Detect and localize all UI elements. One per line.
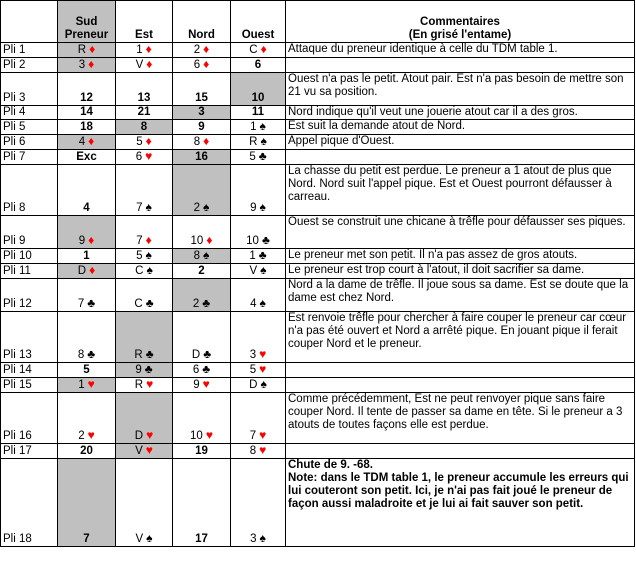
trick-label: Pli 4 <box>1 106 58 120</box>
heart-icon: ♥ <box>259 443 267 457</box>
header-commentaires <box>286 1 635 43</box>
card-value: 7 <box>249 430 257 442</box>
trick-label: Pli 18 <box>1 459 58 547</box>
card-value: 9 <box>198 121 205 133</box>
diamond-icon: ♦ <box>146 57 153 71</box>
trick-row <box>1 459 635 547</box>
card-value: 16 <box>195 151 208 163</box>
club-icon: ♣ <box>258 149 267 163</box>
card-nord <box>173 165 231 216</box>
card-value: 3 <box>249 349 257 361</box>
card-ouest <box>231 43 286 58</box>
trick-label: Pli 17 <box>1 444 58 459</box>
diamond-icon: ♦ <box>88 233 95 247</box>
card-nord <box>173 73 231 106</box>
card-value: 5 <box>249 151 256 163</box>
diamond-icon: ♦ <box>203 134 210 148</box>
spade-icon: ♠ <box>146 531 153 545</box>
card-value: D <box>249 379 258 391</box>
trick-row <box>1 249 635 264</box>
card-est <box>116 150 173 165</box>
card-sud <box>58 393 116 444</box>
trick-row <box>1 135 635 150</box>
card-value: 3 <box>250 533 257 545</box>
card-nord <box>173 393 231 444</box>
trick-comment <box>286 363 635 378</box>
trick-comment: Est suit la demande atout de Nord. <box>286 120 635 135</box>
card-est <box>116 363 173 378</box>
card-sud <box>58 58 116 73</box>
spade-icon: ♠ <box>259 296 266 310</box>
card-value: R <box>134 349 143 361</box>
card-value: 1 <box>83 250 90 262</box>
card-sud <box>58 216 116 249</box>
card-value: 14 <box>80 106 93 118</box>
card-est <box>116 312 173 363</box>
card-value: 15 <box>195 92 208 104</box>
club-icon: ♣ <box>87 296 96 310</box>
card-value: 18 <box>80 121 93 133</box>
club-icon: ♣ <box>202 296 211 310</box>
card-value: 6 <box>192 364 200 376</box>
card-value: V <box>135 533 144 545</box>
card-value: 3 <box>198 106 205 118</box>
trick-comment: Chute de 9. -68. Note: dans le TDM table 1, le preneur accumule les erreurs qui lui couteront son petit. Ici, je n'ai pas fait joué le preneur de façon aussi maladroite et je lui ai fait sauver son petit. <box>286 459 635 547</box>
card-value: 19 <box>195 445 208 457</box>
heart-icon: ♥ <box>205 428 213 442</box>
spade-icon: ♠ <box>259 531 266 545</box>
trick-comment: Nord indique qu'il veut une jouerie atout car il a des gros. <box>286 106 635 120</box>
trick-label: Pli 11 <box>1 264 58 279</box>
card-ouest <box>231 279 286 312</box>
card-value: 13 <box>137 92 151 104</box>
card-nord <box>173 444 231 459</box>
card-value: 5 <box>136 136 143 148</box>
card-est <box>116 165 173 216</box>
card-value: 8 <box>193 136 201 148</box>
card-value: 7 <box>77 298 85 310</box>
club-icon: ♣ <box>202 362 211 376</box>
trick-label: Pli 3 <box>1 73 58 106</box>
trick-row <box>1 312 635 363</box>
card-est <box>116 43 173 58</box>
trick-label: Pli 5 <box>1 120 58 135</box>
card-ouest <box>231 378 286 393</box>
diamond-icon: ♦ <box>260 42 267 56</box>
card-sud <box>58 135 116 150</box>
card-ouest <box>231 73 286 106</box>
trick-comment: Ouest se construit une chicane à trêfle pour défausser ses piques. <box>286 216 635 249</box>
trick-comment: Ouest n'a pas le petit. Atout pair. Est n'a pas besoin de mettre son 21 vu sa position. <box>286 73 635 106</box>
heart-icon: ♥ <box>146 377 154 391</box>
trick-label: Pli 14 <box>1 363 58 378</box>
trick-label: Pli 7 <box>1 150 58 165</box>
trick-comment <box>286 378 635 393</box>
card-value: 9 <box>193 379 200 391</box>
spade-icon: ♠ <box>145 248 152 262</box>
card-sud <box>58 150 116 165</box>
card-value: 10 <box>190 235 204 247</box>
card-value: 10 <box>190 430 203 442</box>
card-value: C <box>135 265 144 277</box>
trick-row <box>1 264 635 279</box>
trick-label: Pli 10 <box>1 249 58 264</box>
card-nord <box>173 378 231 393</box>
card-value: 1 <box>136 44 143 56</box>
spade-icon: ♠ <box>260 134 267 148</box>
card-nord <box>173 216 231 249</box>
card-ouest <box>231 106 286 120</box>
trick-row <box>1 73 635 106</box>
card-value: 7 <box>136 235 143 247</box>
card-nord <box>173 312 231 363</box>
card-value: V <box>135 445 143 457</box>
card-value: 12 <box>80 92 93 104</box>
card-value: 3 <box>78 59 86 71</box>
trick-row <box>1 378 635 393</box>
card-value: C <box>134 298 143 310</box>
card-ouest <box>231 216 286 249</box>
card-value: D <box>77 265 87 277</box>
trick-row <box>1 393 635 444</box>
header-sud-preneur: Sud Preneur <box>58 1 116 43</box>
card-nord <box>173 150 231 165</box>
trick-comment: Appel pique d'Ouest. <box>286 135 635 150</box>
heart-icon: ♥ <box>87 428 95 442</box>
club-icon: ♣ <box>203 347 212 361</box>
card-value: 6 <box>254 59 262 71</box>
card-sud <box>58 363 116 378</box>
card-value: R <box>77 44 87 56</box>
card-value: 5 <box>249 364 257 376</box>
card-value: 2 <box>198 265 205 277</box>
card-est <box>116 106 173 120</box>
trick-row <box>1 43 635 58</box>
trick-row <box>1 216 635 249</box>
spade-icon: ♠ <box>146 263 153 277</box>
trick-label: Pli 8 <box>1 165 58 216</box>
card-value: 1 <box>250 121 257 133</box>
club-icon: ♣ <box>258 248 267 262</box>
trick-label: Pli 13 <box>1 312 58 363</box>
diamond-icon: ♦ <box>88 134 95 148</box>
header-row <box>1 1 635 43</box>
spade-icon: ♠ <box>260 263 267 277</box>
heart-icon: ♥ <box>259 428 267 442</box>
card-nord <box>173 43 231 58</box>
card-ouest <box>231 249 286 264</box>
diamond-icon: ♦ <box>89 42 96 56</box>
trick-comment: Est renvoie trêfle pour chercher à faire couper le preneur car cœur n'a pas été ouvert et Nord a arrêté pique. En jouant pique il ferait couper Nord et le preneur. <box>286 312 635 363</box>
card-value: 5 <box>83 364 90 376</box>
trick-comment: Le preneur met son petit. Il n'a pas assez de gros atouts. <box>286 249 635 264</box>
header-label <box>1 1 58 43</box>
card-sud <box>58 264 116 279</box>
card-nord <box>173 120 231 135</box>
header-nord: Nord <box>173 1 231 43</box>
card-est <box>116 120 173 135</box>
card-value: 1 <box>249 250 256 262</box>
card-nord <box>173 106 231 120</box>
card-value: 9 <box>78 235 86 247</box>
header-ouest: Ouest <box>231 1 286 43</box>
card-value: R <box>134 379 144 391</box>
card-est <box>116 378 173 393</box>
trick-label: Pli 15 <box>1 378 58 393</box>
card-value: 5 <box>136 250 143 262</box>
diamond-icon: ♦ <box>203 42 210 56</box>
card-value: 9 <box>135 364 142 376</box>
trick-comment <box>286 150 635 165</box>
card-value: R <box>249 136 258 148</box>
trick-label: Pli 16 <box>1 393 58 444</box>
card-value: 17 <box>195 533 208 545</box>
card-est <box>116 459 173 547</box>
card-sud <box>58 120 116 135</box>
card-value: D <box>134 430 144 442</box>
card-est <box>116 249 173 264</box>
card-value: 2 <box>192 298 200 310</box>
card-est <box>116 216 173 249</box>
club-icon: ♣ <box>145 296 154 310</box>
card-nord <box>173 249 231 264</box>
card-value: 7 <box>136 202 143 214</box>
card-est <box>116 393 173 444</box>
spade-icon: ♠ <box>259 119 266 133</box>
diamond-icon: ♦ <box>145 233 152 247</box>
card-est <box>116 135 173 150</box>
heart-icon: ♥ <box>146 428 154 442</box>
trick-label: Pli 1 <box>1 43 58 58</box>
card-value: V <box>135 59 144 71</box>
card-value: D <box>191 349 201 361</box>
trick-row <box>1 279 635 312</box>
card-nord <box>173 58 231 73</box>
card-nord <box>173 459 231 547</box>
card-ouest <box>231 165 286 216</box>
spade-icon: ♠ <box>260 377 267 391</box>
diamond-icon: ♦ <box>145 42 152 56</box>
trick-row <box>1 106 635 120</box>
card-value: 6 <box>193 59 201 71</box>
card-value: 7 <box>83 533 90 545</box>
card-value: 2 <box>193 44 201 56</box>
trick-row <box>1 444 635 459</box>
trick-row <box>1 120 635 135</box>
trick-comment: Nord a la dame de trêfle. Il joue sous sa dame. Est se doute que la dame est chez Nord. <box>286 279 635 312</box>
trick-row <box>1 165 635 216</box>
card-sud <box>58 378 116 393</box>
card-value: 21 <box>137 106 151 118</box>
card-est <box>116 58 173 73</box>
diamond-icon: ♦ <box>89 263 96 277</box>
card-value: V <box>249 265 258 277</box>
trick-comment: Comme précédemment, Est ne peut renvoyer pique sans faire couper Nord. Il tente de passer sa dame en tête. Si le preneur a 3 atouts de toutes façons elle est perdue. <box>286 393 635 444</box>
card-value: 9 <box>250 202 257 214</box>
card-ouest <box>231 58 286 73</box>
spade-icon: ♠ <box>259 200 266 214</box>
card-ouest <box>231 444 286 459</box>
tricks-body <box>1 43 635 547</box>
card-nord <box>173 264 231 279</box>
club-icon: ♣ <box>87 347 96 361</box>
heart-icon: ♥ <box>259 347 267 361</box>
card-value: 4 <box>83 202 90 214</box>
card-value: 4 <box>250 298 257 310</box>
heart-icon: ♥ <box>145 149 153 163</box>
header-commentaires-subtitle: (En grisé l'entame) <box>408 29 512 41</box>
card-value: 8 <box>77 349 85 361</box>
card-sud <box>58 279 116 312</box>
trick-comment: La chasse du petit est perdue. Le preneur a 1 atout de plus que Nord. Nord suit l'appel pique. Est et Ouest pourront défausser à carreau. <box>286 165 635 216</box>
card-value: C <box>249 44 258 56</box>
card-ouest <box>231 459 286 547</box>
trick-label: Pli 6 <box>1 135 58 150</box>
card-est <box>116 264 173 279</box>
card-value: 2 <box>78 430 85 442</box>
card-ouest <box>231 135 286 150</box>
trick-label: Pli 12 <box>1 279 58 312</box>
card-sud <box>58 165 116 216</box>
card-ouest <box>231 363 286 378</box>
club-icon: ♣ <box>144 362 153 376</box>
diamond-icon: ♦ <box>88 57 95 71</box>
card-ouest <box>231 312 286 363</box>
club-icon: ♣ <box>145 347 154 361</box>
card-sud <box>58 43 116 58</box>
card-value: 8 <box>140 121 148 133</box>
trick-label: Pli 9 <box>1 216 58 249</box>
card-value: 2 <box>193 202 201 214</box>
trick-label: Pli 2 <box>1 58 58 73</box>
heart-icon: ♥ <box>145 443 153 457</box>
header-commentaires-title: Commentaires <box>420 16 500 28</box>
card-value: 4 <box>78 136 86 148</box>
card-value: 1 <box>78 379 85 391</box>
card-sud <box>58 106 116 120</box>
trick-row <box>1 150 635 165</box>
card-value: 11 <box>251 106 265 118</box>
heart-icon: ♥ <box>202 377 210 391</box>
card-value: 10 <box>246 235 259 247</box>
trick-comment <box>286 444 635 459</box>
card-est <box>116 444 173 459</box>
diamond-icon: ♦ <box>206 233 213 247</box>
card-sud <box>58 459 116 547</box>
diamond-icon: ♦ <box>203 57 210 71</box>
trick-comment <box>286 58 635 73</box>
card-nord <box>173 135 231 150</box>
card-sud <box>58 249 116 264</box>
card-value: Exc <box>76 151 97 163</box>
trick-row <box>1 58 635 73</box>
heart-icon: ♥ <box>87 377 95 391</box>
card-ouest <box>231 264 286 279</box>
card-ouest <box>231 393 286 444</box>
spade-icon: ♠ <box>203 200 210 214</box>
card-value: 8 <box>193 250 201 262</box>
card-nord <box>173 279 231 312</box>
card-value: 10 <box>251 92 265 104</box>
card-ouest <box>231 120 286 135</box>
card-sud <box>58 312 116 363</box>
header-est: Est <box>116 1 173 43</box>
card-ouest <box>231 150 286 165</box>
card-value: 6 <box>135 151 143 163</box>
trick-comment: Le preneur est trop court à l'atout, il doit sacrifier sa dame. <box>286 264 635 279</box>
card-value: 8 <box>249 445 257 457</box>
spade-icon: ♠ <box>145 200 152 214</box>
card-sud <box>58 444 116 459</box>
card-est <box>116 279 173 312</box>
club-icon: ♣ <box>261 233 270 247</box>
heart-icon: ♥ <box>259 362 267 376</box>
card-value: 20 <box>80 445 93 457</box>
card-sud <box>58 73 116 106</box>
card-nord <box>173 363 231 378</box>
diamond-icon: ♦ <box>145 134 152 148</box>
spade-icon: ♠ <box>203 248 210 262</box>
trick-row <box>1 363 635 378</box>
trick-comment: Attaque du preneur identique à celle du TDM table 1. <box>286 43 635 58</box>
card-est <box>116 73 173 106</box>
